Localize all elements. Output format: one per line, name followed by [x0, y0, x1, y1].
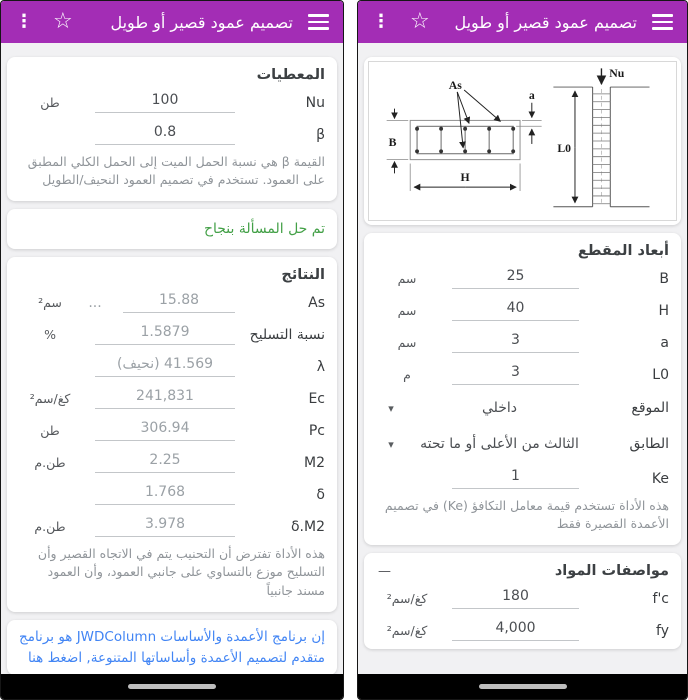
- field-value-wrap: [438, 364, 593, 385]
- field-row: [7, 349, 337, 381]
- field-row: [7, 85, 337, 117]
- field-label: Ec: [308, 390, 325, 407]
- chevron-down-icon: ▾: [388, 437, 394, 451]
- field-unit: كغ/سم²: [386, 623, 428, 639]
- system-nav-bar: [1, 674, 343, 699]
- menu-icon[interactable]: [308, 14, 329, 30]
- field-label: B: [659, 270, 669, 287]
- field-unit: سم²: [38, 295, 62, 311]
- material-fields: [364, 581, 681, 645]
- app-bar: [1, 1, 343, 43]
- favorite-star-icon[interactable]: ☆: [53, 9, 73, 34]
- field-value-wrap: [109, 292, 249, 313]
- field-unit: سم: [397, 303, 417, 318]
- menu-icon[interactable]: [652, 14, 673, 30]
- field-value-wrap: [81, 92, 249, 113]
- field-unit: م: [403, 367, 411, 382]
- inputs-section-title: المعطيات: [256, 67, 325, 83]
- field-unit: طن.م: [34, 455, 66, 471]
- diagram-label-a: a: [528, 88, 535, 102]
- field-value-wrap: [81, 484, 249, 505]
- dimensions-section-title: أبعاد المقطع: [577, 243, 669, 259]
- inputs-card: [7, 57, 337, 201]
- materials-section-header: [364, 555, 681, 581]
- field-row: [7, 445, 337, 477]
- field-label: fy: [656, 622, 669, 639]
- field-row: [7, 285, 337, 317]
- field-value-wrap: [438, 588, 593, 609]
- ke-field: [364, 461, 681, 493]
- field-value-wrap: [81, 356, 249, 377]
- field-unit: سم: [397, 271, 417, 286]
- field-row: [7, 317, 337, 349]
- inputs-fields: [7, 85, 337, 149]
- home-indicator[interactable]: [128, 684, 216, 689]
- ke-hint-text: هذه الأداة تستخدم قيمة معامل التكافؤ (Ke) في تصميم الأعمدة القصيرة فقط: [384, 498, 669, 532]
- field-row: [7, 381, 337, 413]
- field-value[interactable]: 25: [452, 268, 579, 289]
- field-value: 1.5879: [95, 324, 235, 345]
- field-value-wrap: [81, 452, 249, 473]
- field-label: M2: [304, 454, 325, 471]
- field-label: Nu: [305, 94, 325, 111]
- column-diagram-card: [364, 57, 681, 225]
- field-row: [7, 477, 337, 509]
- field-value-wrap: [81, 388, 249, 409]
- field-label: Pc: [308, 422, 325, 439]
- app-bar: [358, 1, 687, 43]
- status-message: تم حل المسألة بنجاح: [203, 221, 325, 238]
- beta-hint-text: القيمة β هي نسبة الحمل الميت إلى الحمل الكلي المطبق على العمود. تستخدم في تصميم العمود النحيف/الطويل: [27, 154, 325, 188]
- diagram-label-l0: L0: [557, 141, 572, 155]
- field-value[interactable]: 100: [95, 92, 235, 113]
- results-fields: [7, 285, 337, 541]
- field-label: H: [658, 302, 669, 319]
- field-value-wrap: [81, 516, 249, 537]
- collapse-minus-icon[interactable]: —: [378, 563, 391, 579]
- field-value: 2.25: [95, 452, 235, 473]
- field-row: [364, 357, 681, 389]
- field-row: [364, 261, 681, 293]
- dropdown-value-wrap: [406, 400, 593, 416]
- field-label: a: [660, 334, 669, 351]
- diagram-label-as: As: [448, 79, 462, 93]
- phone-screen-right: [357, 0, 688, 700]
- favorite-star-icon[interactable]: ☆: [410, 9, 430, 34]
- dropdown-selected-value: داخلي: [481, 400, 518, 416]
- dropdown-value-wrap: [406, 436, 593, 452]
- field-unit: سم: [397, 335, 417, 350]
- field-label: f'c: [652, 590, 669, 607]
- field-unit: كغ/سم²: [29, 391, 71, 407]
- app-title: تصميم عمود قصير أو طويل: [110, 12, 293, 32]
- dropdown-label: الموقع: [631, 400, 669, 416]
- results-card: [7, 257, 337, 611]
- dropdown-selected-value: الثالث من الأعلى أو ما تحته: [420, 436, 579, 452]
- results-section-title: النتائج: [281, 267, 325, 284]
- materials-card: [364, 553, 681, 649]
- field-value[interactable]: 4,000: [452, 620, 579, 641]
- field-row: [364, 581, 681, 613]
- promo-link[interactable]: إن برنامج الأعمدة والأساسات JWDColumn هو برنامج متقدم لتصميم الأعمدة وأساساتها المتنوعة, اضغط هنا: [19, 628, 325, 666]
- dropdown-row[interactable]: [364, 389, 681, 425]
- field-value-wrap: [81, 420, 249, 441]
- field-value-wrap: [438, 620, 593, 641]
- field-unit: كغ/سم²: [386, 591, 428, 607]
- field-row: [7, 413, 337, 445]
- scroll-content-left[interactable]: [1, 43, 343, 674]
- field-row: [364, 613, 681, 645]
- status-card: [7, 209, 337, 249]
- field-value-wrap: [438, 268, 593, 289]
- field-value: 241,831: [95, 388, 235, 409]
- field-unit: طن: [40, 95, 60, 110]
- field-value: 15.88: [123, 292, 235, 313]
- field-value[interactable]: 3: [452, 364, 579, 385]
- field-row: [7, 509, 337, 541]
- field-value[interactable]: 0.8: [95, 124, 235, 145]
- app-title: تصميم عمود قصير أو طويل: [454, 12, 637, 32]
- field-label: نسبة التسليح: [249, 326, 325, 343]
- field-row: [364, 293, 681, 325]
- field-value-wrap: [81, 324, 249, 345]
- field-value[interactable]: 40: [452, 300, 579, 321]
- field-label: Ke: [651, 470, 669, 487]
- more-options-button[interactable]: ...: [88, 294, 102, 311]
- diagram-label-nu: Nu: [609, 67, 625, 81]
- field-value-wrap: [438, 332, 593, 353]
- field-label: δ.M2: [290, 518, 325, 535]
- field-value[interactable]: 180: [452, 588, 579, 609]
- home-indicator[interactable]: [479, 684, 567, 689]
- field-unit: طن.م: [34, 519, 66, 535]
- field-value-wrap: [438, 468, 593, 489]
- field-value: 1.768: [95, 484, 235, 505]
- field-label: β: [316, 126, 325, 143]
- dropdown-label: الطابق: [629, 436, 669, 452]
- chevron-down-icon: ▾: [388, 401, 394, 415]
- overflow-menu-icon[interactable]: ⋮: [372, 11, 390, 32]
- field-value-wrap: [438, 300, 593, 321]
- field-label: As: [308, 294, 325, 311]
- diagram-label-h: H: [460, 171, 470, 185]
- field-unit: طن: [40, 423, 60, 439]
- field-label: L0: [652, 366, 669, 383]
- field-value: 3.978: [95, 516, 235, 537]
- diagram-label-b: B: [388, 135, 397, 149]
- field-value-wrap: [81, 124, 249, 145]
- system-nav-bar: [358, 674, 687, 699]
- dropdown-fields: [364, 389, 681, 461]
- field-unit: %: [44, 327, 56, 343]
- scroll-content-right[interactable]: [358, 43, 687, 674]
- overflow-menu-icon[interactable]: ⋮: [15, 11, 33, 32]
- field-value[interactable]: 1: [452, 468, 579, 489]
- field-row: [364, 461, 681, 493]
- field-row: [364, 325, 681, 357]
- field-label: λ: [316, 358, 325, 375]
- column-diagram-image: [368, 61, 677, 221]
- dimension-fields: [364, 261, 681, 389]
- dropdown-row[interactable]: [364, 425, 681, 461]
- field-row: [7, 117, 337, 149]
- field-label: δ: [316, 486, 325, 503]
- field-value: 306.94: [95, 420, 235, 441]
- promo-card: [7, 620, 337, 674]
- field-value[interactable]: 3: [452, 332, 579, 353]
- section-dimensions-card: [364, 233, 681, 545]
- field-value: 41.569 (نحيف): [95, 356, 235, 377]
- results-hint-text: هذه الأداة تفترض أن التحنيب يتم في الاتجاه القصير وأن التسليح موزع بالتساوي على جانبي العمود، وأن العمود مسند جانبياً: [37, 546, 325, 598]
- materials-section-title: مواصفات المواد: [554, 563, 669, 580]
